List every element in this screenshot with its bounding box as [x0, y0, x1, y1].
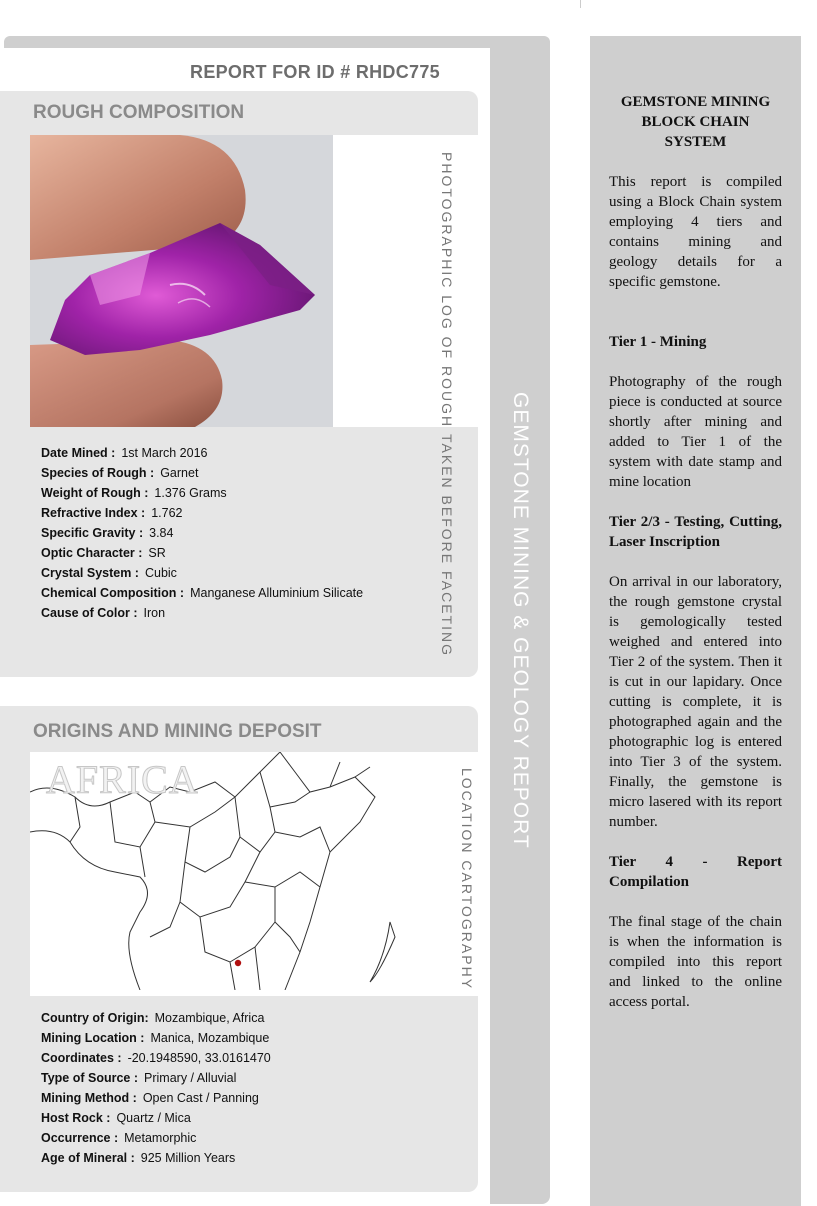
detail-row [41, 543, 363, 563]
detail-row [41, 1088, 271, 1108]
detail-label: Age of Mineral : [41, 1151, 135, 1165]
detail-label: Crystal System : [41, 566, 139, 580]
detail-value: 1.762 [151, 506, 183, 520]
detail-row [41, 483, 363, 503]
origins-details-list [41, 1008, 271, 1168]
detail-value: Manica, Mozambique [150, 1031, 270, 1045]
detail-value: Primary / Alluvial [144, 1071, 237, 1085]
detail-value: SR [148, 546, 166, 560]
report-id-heading: REPORT FOR ID # RHDC775 [190, 62, 440, 82]
detail-label: Weight of Rough : [41, 486, 149, 500]
detail-label: Mining Location : [41, 1031, 145, 1045]
detail-label: Type of Source : [41, 1071, 139, 1085]
rough-gemstone-image [30, 135, 333, 427]
detail-value: Mozambique, Africa [154, 1011, 265, 1025]
vertical-report-title-text: GEMSTONE MINING & GEOLOGY REPORT [509, 391, 532, 849]
detail-value: Manganese Alluminium Silicate [190, 586, 364, 600]
detail-row [41, 443, 363, 463]
detail-row [41, 563, 363, 583]
detail-label: Specific Gravity : [41, 526, 144, 540]
tier23-text: On arrival in our laboratory, the rough gemstone crystal is gemologically tested weighed and entered into Tier 2 of the system. Then it is cut in our lapidary. Once cutting is complete, it is photographed again and the photographic log is entered into Tier 3 of the system. Finally, the gemstone is micro lasered with its report number. [609, 574, 782, 830]
detail-label: Refractive Index : [41, 506, 146, 520]
detail-value: Garnet [160, 466, 199, 480]
blockchain-sidebar-content [609, 92, 782, 1032]
detail-label: Occurrence : [41, 1131, 119, 1145]
detail-row [41, 1048, 271, 1068]
detail-label: Host Rock : [41, 1111, 111, 1125]
detail-label: Date Mined : [41, 446, 116, 460]
detail-label: Species of Rough : [41, 466, 155, 480]
detail-value: Open Cast / Panning [142, 1091, 259, 1105]
photo-log-label [438, 152, 456, 657]
location-cartography-label [458, 768, 476, 990]
photo-log-label-line1: PHOTOGRAPHIC LOG OF ROUGH [439, 152, 455, 429]
detail-row [41, 1108, 271, 1128]
map-title: AFRICA [46, 757, 199, 802]
detail-row [41, 1068, 271, 1088]
rough-gemstone-photo [30, 135, 333, 427]
detail-row [41, 603, 363, 623]
detail-row [41, 503, 363, 523]
detail-label: Cause of Color : [41, 606, 138, 620]
detail-label: Optic Character : [41, 546, 143, 560]
vertical-report-title [490, 360, 550, 880]
detail-row [41, 583, 363, 603]
sidebar-intro: This report is compiled using a Block Chain system employing 4 tiers and contains mining and geology details for a specific gemstone. [609, 174, 782, 290]
detail-value: 1.376 Grams [154, 486, 227, 500]
tier1-text: Photography of the rough piece is conducted at source shortly after mining and added to Tier 1 of the system with date stamp and mine location [609, 374, 782, 490]
detail-label: Coordinates : [41, 1051, 122, 1065]
header-bar [4, 36, 550, 48]
rough-composition-title: ROUGH COMPOSITION [33, 102, 245, 123]
detail-value: Cubic [144, 566, 177, 580]
detail-value: 1st March 2016 [121, 446, 208, 460]
detail-row [41, 1148, 271, 1168]
origins-title: ORIGINS AND MINING DEPOSIT [33, 721, 322, 742]
tier1-title: Tier 1 - Mining [609, 334, 707, 350]
top-divider-line [580, 0, 581, 8]
detail-label: Country of Origin: [41, 1011, 149, 1025]
detail-row [41, 523, 363, 543]
location-cartography-label-text: LOCATION CARTOGRAPHY [459, 768, 475, 991]
tier23-title: Tier 2/3 - Testing, Cutting, Laser Inscription [609, 514, 782, 550]
detail-label: Chemical Composition : [41, 586, 185, 600]
detail-value: -20.1948590, 33.0161470 [127, 1051, 271, 1065]
detail-value: 925 Million Years [140, 1151, 236, 1165]
detail-value: 3.84 [149, 526, 174, 540]
detail-row [41, 1128, 271, 1148]
detail-row [41, 463, 363, 483]
tier4-text: The final stage of the chain is when the information is compiled into this report and linked to the online access portal. [609, 914, 782, 1010]
detail-value: Quartz / Mica [116, 1111, 191, 1125]
detail-row [41, 1028, 271, 1048]
detail-row [41, 1008, 271, 1028]
sidebar-title: GEMSTONE MINING BLOCK CHAIN SYSTEM [620, 94, 771, 150]
tier4-title: Tier 4 - Report Compilation [609, 854, 782, 890]
detail-label: Mining Method : [41, 1091, 137, 1105]
rough-details-list [41, 443, 363, 623]
mining-location-marker [235, 960, 241, 966]
photo-log-label-line2: TAKEN BEFORE FACETING [439, 434, 455, 657]
detail-value: Iron [143, 606, 166, 620]
detail-value: Metamorphic [124, 1131, 197, 1145]
